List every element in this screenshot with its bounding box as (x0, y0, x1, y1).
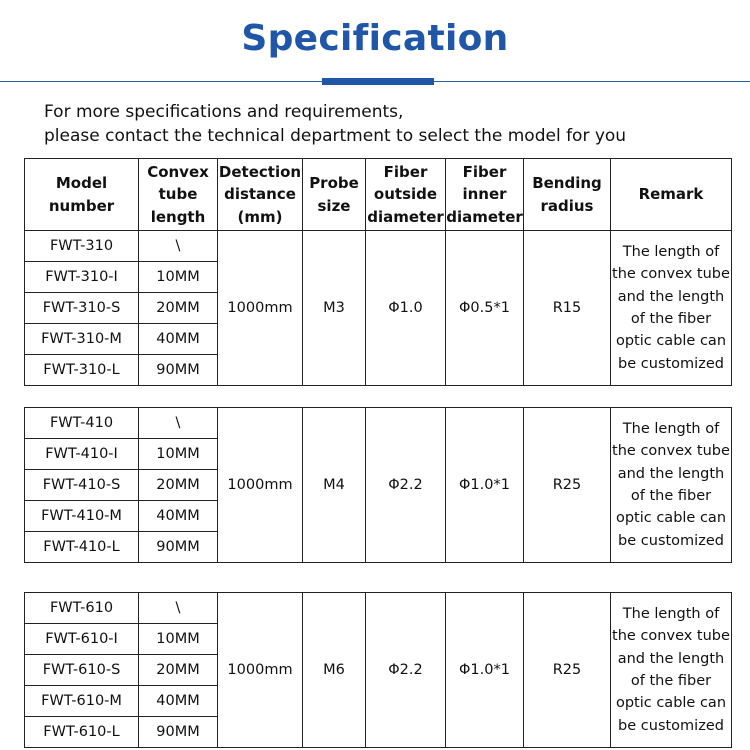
model-cell: FWT-610-S (25, 655, 139, 686)
tube-length-cell: 40MM (139, 501, 218, 532)
header-remark: Remark (611, 159, 732, 231)
inner-diameter-cell: Φ1.0*1 (446, 593, 524, 748)
header-fiber-inner-diameter: Fiber inner diameter (446, 159, 524, 231)
outside-diameter-cell: Φ2.2 (366, 593, 446, 748)
model-cell: FWT-410-M (25, 501, 139, 532)
model-cell: FWT-410 (25, 408, 139, 439)
spec-table-310 (24, 158, 732, 386)
probe-size-cell: M3 (303, 231, 366, 386)
detection-distance-cell: 1000mm (218, 408, 303, 563)
tube-length-cell: 90MM (139, 532, 218, 563)
table-row (25, 408, 732, 439)
bending-radius-cell: R25 (524, 408, 611, 563)
header-bending-radius: Bending radius (524, 159, 611, 231)
inner-diameter-cell: Φ1.0*1 (446, 408, 524, 563)
model-cell: FWT-410-L (25, 532, 139, 563)
model-cell: FWT-310-M (25, 324, 139, 355)
remark-cell: The length of the convex tube and the length of the fiber optic cable can be customized (611, 408, 732, 563)
model-cell: FWT-610-L (25, 717, 139, 748)
header-convex-tube-length: Convex tube length (139, 159, 218, 231)
detection-distance-cell: 1000mm (218, 231, 303, 386)
tube-length-cell: 10MM (139, 439, 218, 470)
model-cell: FWT-610 (25, 593, 139, 624)
outside-diameter-cell: Φ1.0 (366, 231, 446, 386)
model-cell: FWT-310-S (25, 293, 139, 324)
intro-line-1: For more specifications and requirements, (44, 102, 404, 122)
probe-size-cell: M6 (303, 593, 366, 748)
model-cell: FWT-610-M (25, 686, 139, 717)
model-cell: FWT-310-I (25, 262, 139, 293)
tube-length-cell: 10MM (139, 624, 218, 655)
tube-length-cell: \ (139, 231, 218, 262)
page-title: Specification (241, 18, 509, 59)
tube-length-cell: 40MM (139, 324, 218, 355)
model-cell: FWT-410-S (25, 470, 139, 501)
title-accent-bar (322, 78, 434, 85)
spec-table-610 (24, 592, 732, 748)
tube-length-cell: 20MM (139, 655, 218, 686)
intro-line-2: please contact the technical department to select the model for you (44, 126, 627, 146)
tube-length-cell: \ (139, 593, 218, 624)
tube-length-cell: 90MM (139, 355, 218, 386)
header-probe-size: Probe size (303, 159, 366, 231)
remark-cell: The length of the convex tube and the length of the fiber optic cable can be customized (611, 231, 732, 386)
header-row (25, 159, 732, 231)
probe-size-cell: M4 (303, 408, 366, 563)
detection-distance-cell: 1000mm (218, 593, 303, 748)
tube-length-cell: \ (139, 408, 218, 439)
header-model-number: Model number (25, 159, 139, 231)
model-cell: FWT-310-L (25, 355, 139, 386)
model-cell: FWT-610-I (25, 624, 139, 655)
spec-table-410 (24, 407, 732, 563)
table-row (25, 231, 732, 262)
intro-text (44, 100, 744, 148)
inner-diameter-cell: Φ0.5*1 (446, 231, 524, 386)
bending-radius-cell: R25 (524, 593, 611, 748)
tube-length-cell: 10MM (139, 262, 218, 293)
model-cell: FWT-310 (25, 231, 139, 262)
tube-length-cell: 90MM (139, 717, 218, 748)
header-detection-distance: Detection distance (mm) (218, 159, 303, 231)
bending-radius-cell: R15 (524, 231, 611, 386)
outside-diameter-cell: Φ2.2 (366, 408, 446, 563)
tube-length-cell: 20MM (139, 293, 218, 324)
tube-length-cell: 40MM (139, 686, 218, 717)
header-fiber-outside-diameter: Fiber outside diameter (366, 159, 446, 231)
model-cell: FWT-410-I (25, 439, 139, 470)
remark-cell: The length of the convex tube and the length of the fiber optic cable can be customized (611, 593, 732, 748)
table-row (25, 593, 732, 624)
tube-length-cell: 20MM (139, 470, 218, 501)
